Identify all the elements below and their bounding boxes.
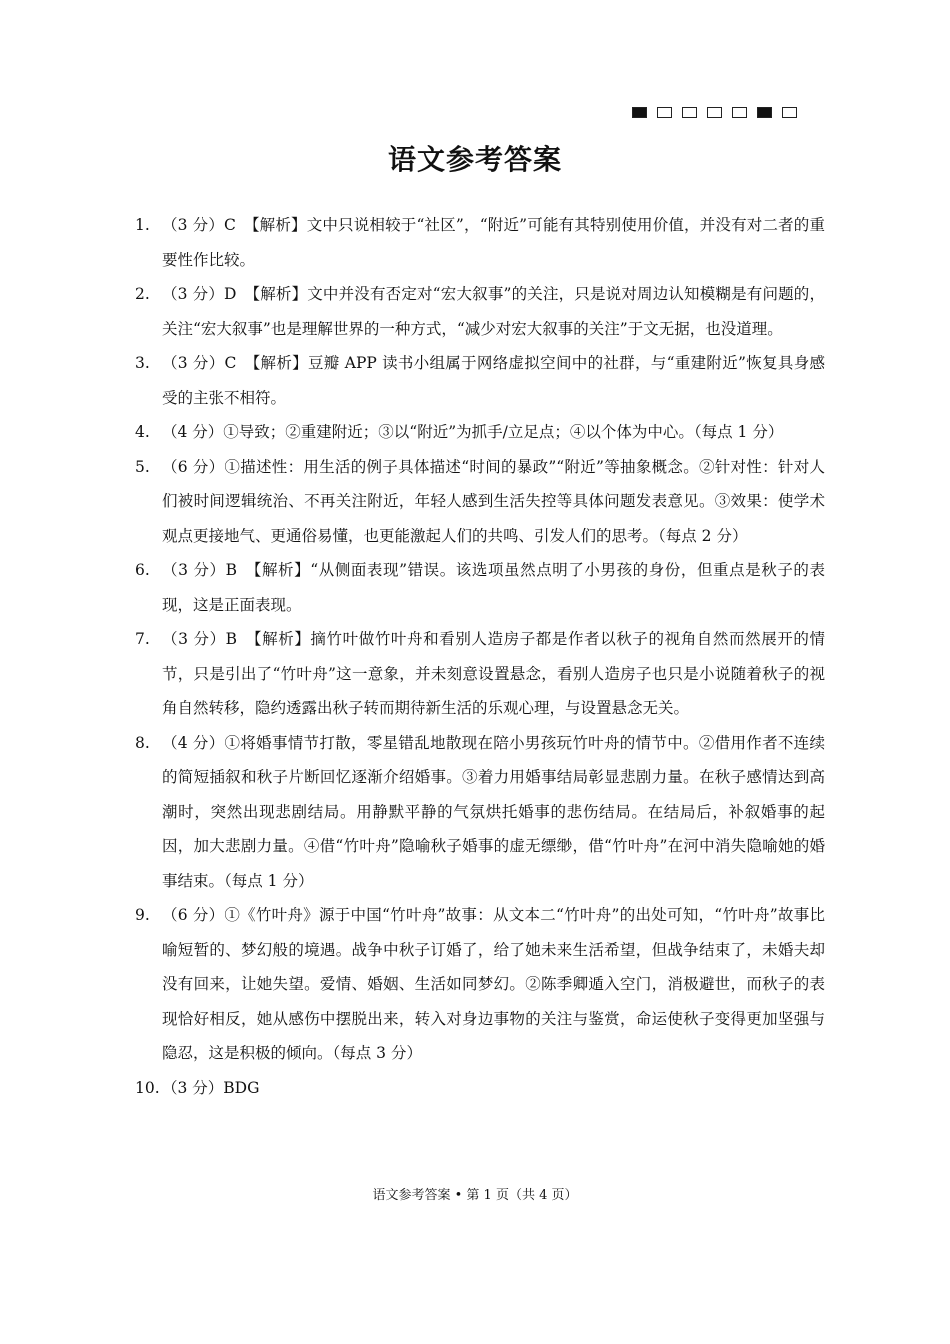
marker-square [782, 107, 797, 118]
page-footer: 语文参考答案 • 第 1 页（共 4 页） [372, 1188, 578, 1203]
answer-number: 2. [135, 285, 150, 303]
answer-text: （3 分）BDG [162, 1078, 260, 1097]
answer-number: 9. [135, 906, 150, 924]
answer-item [135, 208, 825, 277]
answer-number: 7. [135, 630, 150, 648]
marker-square [732, 107, 747, 118]
page-markers [632, 107, 797, 118]
answer-item [135, 898, 825, 1071]
answer-number: 4. [135, 423, 150, 441]
answer-number: 10. [135, 1078, 160, 1097]
answer-text: （6 分）①描述性：用生活的例子具体描述“时间的暴政”“附近”等抽象概念。②针对性：针对人们被时间逻辑统治、不再关注附近，年轻人感到生活失控等具体问题发表意见。③效果：使学术观点更接地气、更通俗易懂，也更能激起人们的共鸣、引发人们的思考。（每点 2 分） [162, 457, 825, 545]
answer-text: （3 分）C 【解析】豆瓣 APP 读书小组属于网络虚拟空间中的社群，与“重建附近”恢复具身感受的主张不相符。 [162, 354, 825, 407]
marker-square [682, 107, 697, 118]
answer-number: 5. [135, 457, 150, 476]
answer-text: （3 分）C 【解析】文中只说相较于“社区”，“附近”可能有其特别使用价值，并没有对二者的重要性作比较。 [162, 216, 825, 269]
answer-text: （3 分）B 【解析】摘竹叶做竹叶舟和看别人造房子都是作者以秋子的视角自然而然展开的情节，只是引出了“竹叶舟”这一意象，并未刻意设置悬念，看别人造房子也只是小说随着秋子的视角自然转移，隐约透露出秋子转而期待新生活的乐观心理，与设置悬念无关。 [162, 630, 825, 717]
answer-list [135, 208, 825, 1105]
answer-number: 3. [135, 354, 150, 372]
answer-item [135, 450, 825, 554]
answer-number: 8. [135, 733, 150, 752]
answer-text: （3 分）B 【解析】“从侧面表现”错误。该选项虽然点明了小男孩的身份，但重点是秋子的表现，这是正面表现。 [162, 561, 825, 614]
answer-text: （4 分）①导致；②重建附近；③以“附近”为抓手/立足点；④以个体为中心。（每点 1 分） [162, 423, 784, 441]
answer-text: （4 分）①将婚事情节打散，零星错乱地散现在陪小男孩玩竹叶舟的情节中。②借用作者不连续的简短插叙和秋子片断回忆逐渐介绍婚事。③着力用婚事结局彰显悲剧力量。在秋子感情达到高潮时，突然出现悲剧结局。用静默平静的气氛烘托婚事的悲伤结局。在结局后，补叙婚事的起因，加大悲剧力量。④借“竹叶舟”隐喻秋子婚事的虚无缥缈，借“竹叶舟”在河中消失隐喻她的婚事结束。（每点 1 分） [162, 733, 825, 890]
marker-square [657, 107, 672, 118]
answer-item [135, 346, 825, 415]
marker-square [757, 107, 772, 118]
answer-item [135, 1071, 825, 1106]
answer-item [135, 553, 825, 622]
answer-number: 1. [135, 216, 150, 234]
page-title: 语文参考答案 [387, 143, 562, 176]
answer-text: （6 分）①《竹叶舟》源于中国“竹叶舟”故事：从文本二“竹叶舟”的出处可知，“竹叶舟”故事比喻短暂的、梦幻般的境遇。战争中秋子订婚了，给了她未来生活希望，但战争结束了，未婚夫却没有回来，让她失望。爱情、婚姻、生活如同梦幻。②陈季卿遁入空门，消极避世，而秋子的表现恰好相反，她从感伤中摆脱出来，转入对身边事物的关注与鉴赏，命运使秋子变得更加坚强与隐忍，这是积极的倾向。（每点 3 分） [162, 906, 825, 1062]
answer-item [135, 277, 825, 346]
answer-number: 6. [135, 561, 150, 579]
marker-square [707, 107, 722, 118]
marker-square [632, 107, 647, 118]
answer-item [135, 726, 825, 899]
answer-item [135, 415, 825, 450]
answer-item [135, 622, 825, 726]
answer-text: （3 分）D 【解析】文中并没有否定对“宏大叙事”的关注，只是说对周边认知模糊是有问题的，关注“宏大叙事”也是理解世界的一种方式，“减少对宏大叙事的关注”于文无据，也没道理。 [162, 285, 825, 338]
